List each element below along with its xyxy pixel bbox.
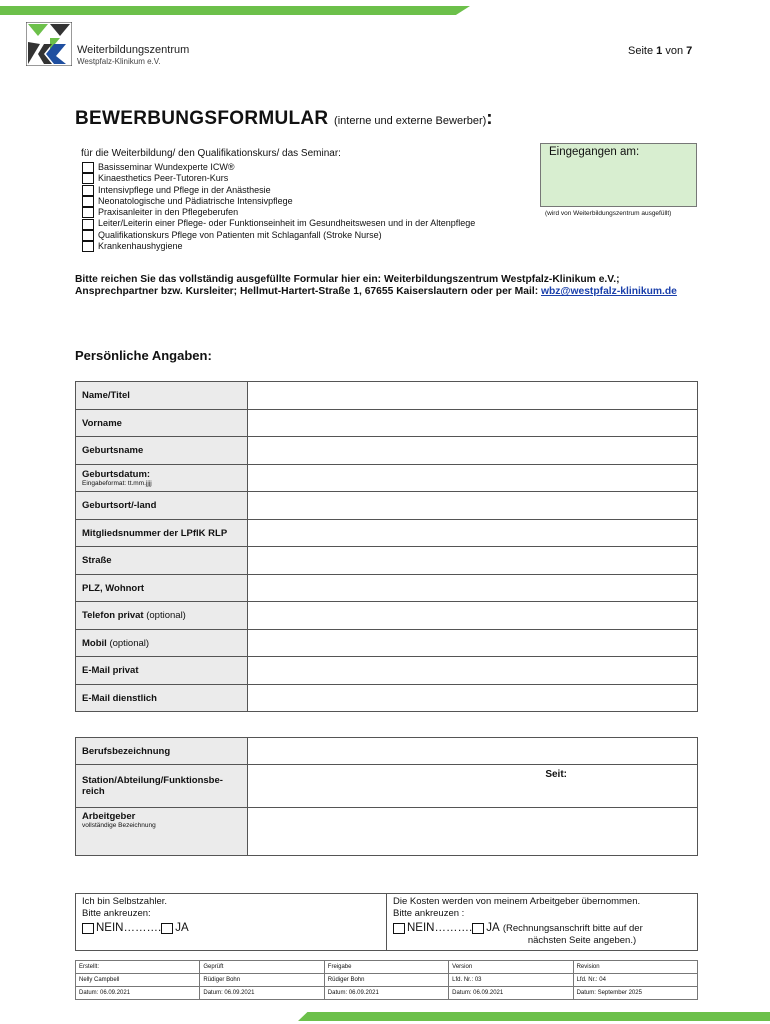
logo-subtitle: Westpfalz-Klinikum e.V. [77, 57, 161, 66]
label-email-dienst-text: E-Mail dienstlich [82, 692, 157, 704]
page-current: 1 [656, 45, 663, 57]
geburtsdatum-field[interactable] [248, 465, 698, 492]
email-link[interactable]: wbz@westpfalz-klinikum.de [540, 286, 677, 298]
vorname-field[interactable] [248, 410, 698, 437]
payment-box [75, 893, 698, 951]
label-plz-text: PLZ, Wohnort [82, 582, 145, 594]
wbz-logo-icon [26, 22, 72, 66]
mobil-optional: (optional) [109, 637, 150, 649]
page-sep: von [665, 45, 684, 57]
label-strasse-text: Straße [82, 555, 112, 566]
page-title [75, 108, 493, 130]
footer-cell: Lfd. Nr.: 03 [449, 974, 573, 987]
label-mobil-text: Mobil [82, 637, 107, 649]
beruf-field[interactable] [248, 738, 698, 765]
mitglied-field[interactable] [248, 520, 698, 547]
title-colon: : [486, 108, 493, 129]
label-station-text: Station/Abteilung/Funktionsbe-reich [82, 775, 223, 797]
label-email-privat [76, 657, 248, 685]
emp-nein-label: NEIN [407, 922, 435, 934]
label-vorname [76, 410, 248, 437]
label-telefon-text: Telefon privat [82, 610, 144, 621]
course-option-label: Praxisanleiter in den Pflegeberufen [98, 207, 239, 218]
label-arbeitgeber [76, 808, 248, 856]
footer-cell: Nelly Campbell [76, 974, 200, 987]
self-payer-section [76, 894, 386, 950]
emp-choice [393, 923, 691, 935]
footer-cell: Rüdiger Bohn [200, 974, 324, 987]
course-option[interactable] [82, 196, 475, 207]
self-line1: Ich bin Selbstzahler. [82, 896, 168, 907]
label-plz [76, 575, 248, 602]
email-dienst-field[interactable] [248, 685, 698, 712]
label-geburtsort-text: Geburtsort/-land [82, 500, 157, 511]
footer-cell: Revision [573, 961, 697, 974]
personal-heading: Persönliche Angaben: [75, 348, 212, 363]
checkbox[interactable] [82, 241, 94, 252]
received-label: Eingegangen am: [549, 146, 640, 158]
course-option-label: Qualifikationskurs Pflege von Patienten mit Schlaganfall (Stroke Nurse) [98, 229, 382, 240]
footer-cell: Datum: 06.09.2021 [76, 987, 200, 1000]
course-option[interactable] [82, 185, 475, 196]
emp-ja-checkbox[interactable] [472, 923, 484, 934]
label-geburtsdatum [76, 465, 248, 492]
course-option[interactable] [82, 241, 475, 252]
name-field[interactable] [248, 382, 698, 410]
footer-cell: Rüdiger Bohn [324, 974, 448, 987]
footer-cell: Datum: 06.09.2021 [324, 987, 448, 1000]
checkbox[interactable] [82, 162, 94, 173]
page-total: 7 [686, 45, 693, 57]
telefon-optional: (optional) [146, 610, 186, 621]
footer-cell: Erstellt: [76, 961, 200, 974]
checkbox[interactable] [82, 219, 94, 230]
footer-cell: Geprüft [200, 961, 324, 974]
checkbox[interactable] [82, 230, 94, 241]
logo-title: Weiterbildungszentrum [77, 44, 190, 56]
seit-label: Seit: [545, 769, 567, 780]
course-option[interactable] [82, 162, 475, 173]
mobil-field[interactable] [248, 630, 698, 657]
bottom-accent-stripe [298, 1012, 770, 1021]
self-ja-label: JA [175, 922, 189, 934]
top-accent-stripe [0, 6, 470, 15]
submission-instructions [75, 274, 700, 298]
self-line2: Bitte ankreuzen: [82, 907, 151, 919]
course-option-label: Intensivpflege und Pflege in der Anästhesie [98, 184, 271, 195]
label-arbeitgeber-text: Arbeitgeber [82, 811, 136, 822]
label-mobil [76, 630, 248, 657]
station-field[interactable] [248, 765, 698, 808]
label-vorname-text: Vorname [82, 417, 122, 429]
label-geburtsname-text: Geburtsname [82, 445, 144, 456]
geburtsort-field[interactable] [248, 492, 698, 520]
checkbox[interactable] [82, 185, 94, 196]
revision-footer-table [75, 960, 698, 1000]
self-choice [82, 923, 380, 935]
emp-dots: ………. [434, 922, 473, 934]
emp-line2: Bitte ankreuzen : [393, 907, 465, 919]
telefon-field[interactable] [248, 602, 698, 630]
course-option-label: Basisseminar Wundexperte ICW® [98, 162, 235, 172]
footer-cell: Datum: September 2025 [573, 987, 697, 1000]
course-intro: für die Weiterbildung/ den Qualifikationskurs/ das Seminar: [81, 148, 341, 159]
footer-cell: Version [449, 961, 573, 974]
label-email-privat-text: E-Mail privat [82, 665, 139, 676]
personal-table [75, 381, 698, 712]
title-main: BEWERBUNGSFORMULAR [75, 108, 329, 129]
self-nein-checkbox[interactable] [82, 923, 94, 934]
self-nein-label: NEIN [96, 922, 124, 934]
instructions-text: Bitte reichen Sie das vollständig ausgefüllte Formular hier ein: Weiterbildungszentrum Westpfalz-Klinikum e.V.; Ansprechpartner bzw. Kursleiter; Hellmut-Hartert-Straße 1, 67655 Kaiserslautern oder per Mail: [75, 274, 620, 298]
emp-ja-note2: nächsten Seite angeben.) [527, 934, 637, 946]
received-note: (wird von Weiterbildungszentrum ausgefüllt) [545, 210, 672, 217]
label-strasse [76, 547, 248, 575]
course-option[interactable] [82, 207, 475, 218]
email-privat-field[interactable] [248, 657, 698, 685]
page-number [628, 45, 692, 57]
arbeitgeber-field[interactable] [248, 808, 698, 856]
course-option-label: Neonatologische und Pädiatrische Intensivpflege [98, 195, 293, 206]
checkbox[interactable] [82, 196, 94, 207]
course-option[interactable] [82, 173, 475, 184]
job-table [75, 737, 698, 856]
geburtsname-field[interactable] [248, 437, 698, 465]
label-name [76, 382, 248, 410]
self-dots: ………. [123, 922, 162, 934]
title-sub: (interne und externe Bewerber) [334, 115, 487, 127]
checkbox[interactable] [82, 173, 94, 184]
label-email-dienst [76, 685, 248, 712]
label-mitglied [76, 520, 248, 547]
course-option-label: Krankenhaushygiene [98, 241, 183, 252]
label-geburtsdatum-text: Geburtsdatum: [82, 469, 151, 480]
plz-field[interactable] [248, 575, 698, 602]
emp-ja-label: JA [486, 922, 500, 934]
footer-cell: Lfd. Nr.: 04 [573, 974, 697, 987]
emp-ja-note: (Rechnungsanschrift bitte auf der [502, 923, 643, 934]
geburtsdatum-hint: Eingabeformat: tt.mm.jjjj [82, 480, 152, 487]
course-option[interactable] [82, 218, 475, 229]
label-beruf-text: Berufsbezeichnung [82, 745, 171, 757]
label-station [76, 765, 248, 808]
course-options [82, 162, 475, 252]
label-geburtsname [76, 437, 248, 465]
footer-cell: Freigabe [324, 961, 448, 974]
self-ja-checkbox[interactable] [161, 923, 173, 934]
footer-cell: Datum: 06.09.2021 [200, 987, 324, 1000]
course-option-label: Leiter/Leiterin einer Pflege- oder Funktionseinheit im Gesundheitswesen und in der Altenpflege [98, 218, 476, 229]
label-geburtsort [76, 492, 248, 520]
checkbox[interactable] [82, 207, 94, 218]
received-box [540, 143, 697, 207]
emp-nein-checkbox[interactable] [393, 923, 405, 934]
label-beruf [76, 738, 248, 765]
employer-section [386, 894, 697, 950]
page-prefix: Seite [628, 45, 654, 57]
arbeitgeber-hint: vollständige Bezeichnung [82, 822, 156, 829]
footer-cell: Datum: 06.09.2021 [449, 987, 573, 1000]
label-name-text: Name/Titel [82, 390, 130, 401]
label-mitglied-text: Mitgliedsnummer der LPflK RLP [82, 527, 228, 539]
course-option[interactable] [82, 230, 475, 241]
label-telefon [76, 602, 248, 630]
strasse-field[interactable] [248, 547, 698, 575]
emp-line1: Die Kosten werden von meinem Arbeitgeber übernommen. [393, 896, 641, 907]
course-option-label: Kinaesthetics Peer-Tutoren-Kurs [98, 173, 229, 184]
